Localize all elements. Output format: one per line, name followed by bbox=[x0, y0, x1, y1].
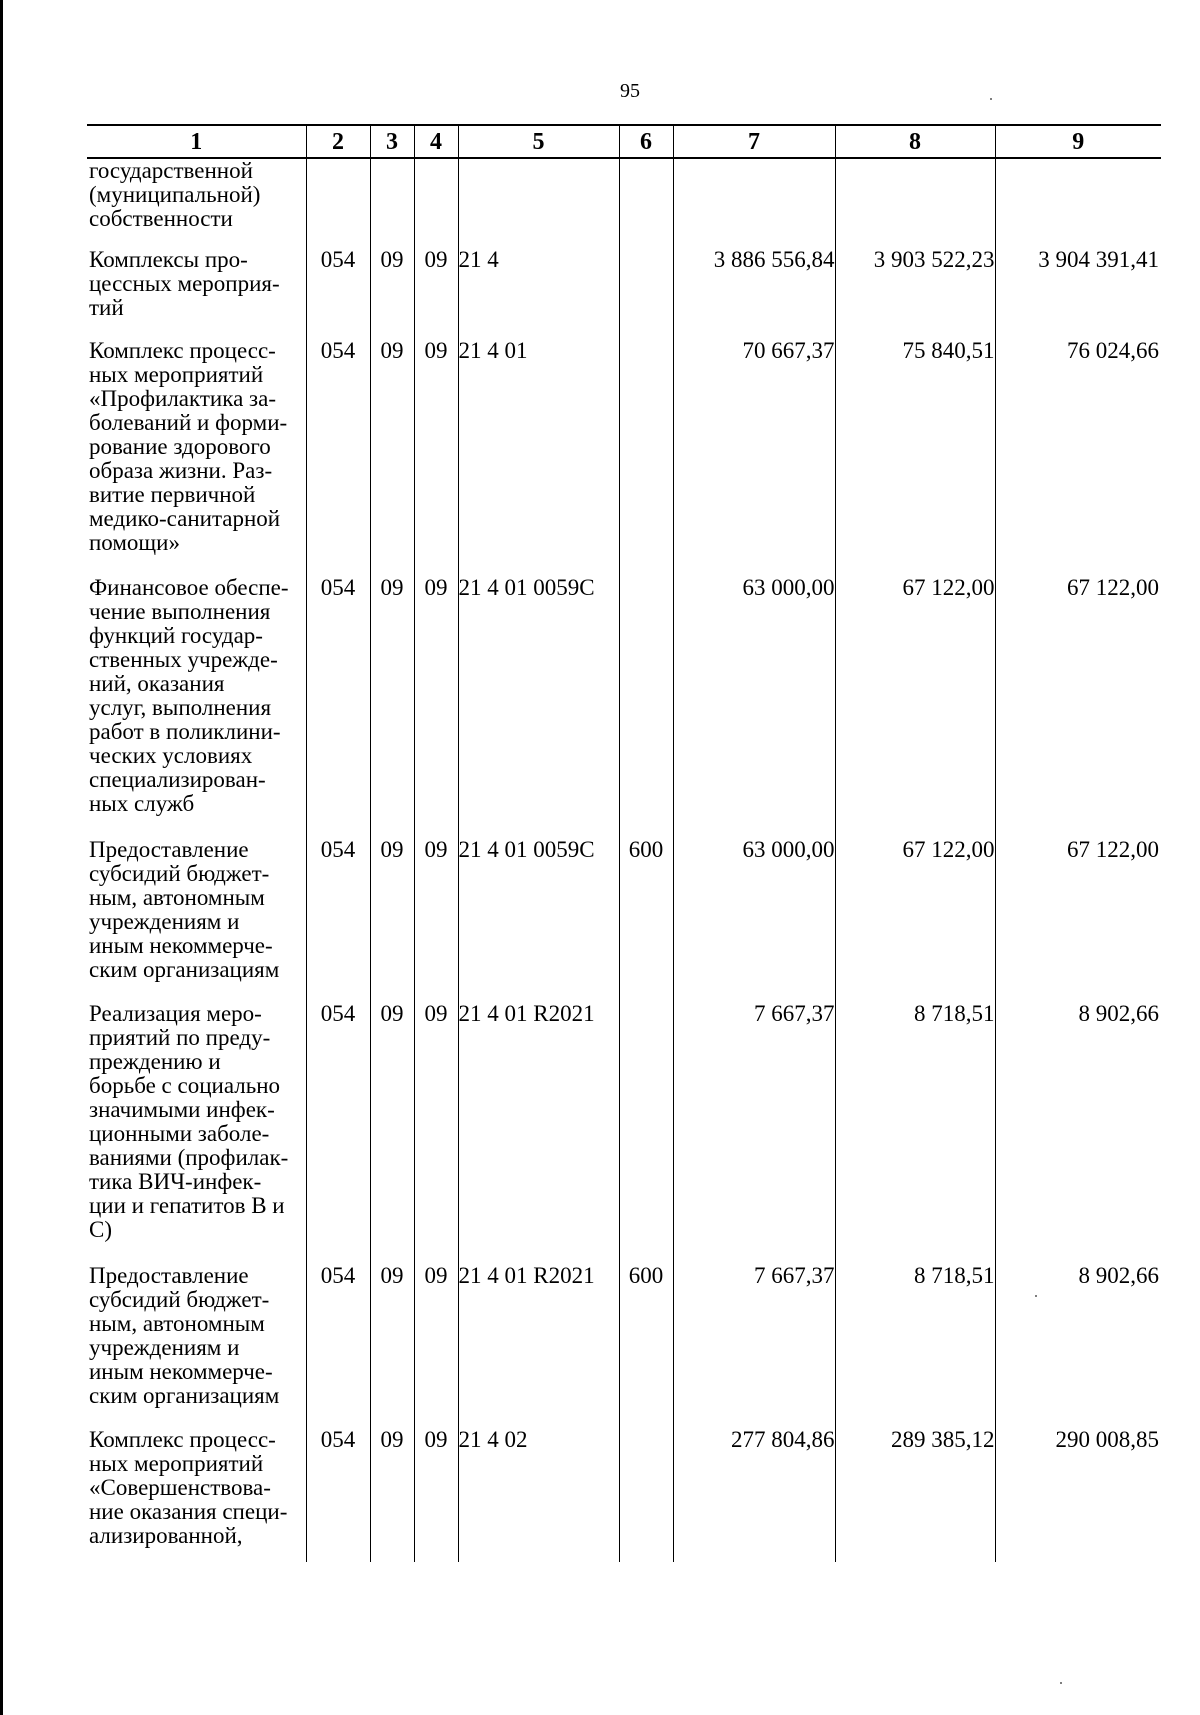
code-cell: 054 bbox=[306, 838, 370, 1002]
code-cell bbox=[414, 158, 458, 248]
code-cell: 21 4 bbox=[458, 248, 619, 339]
code-cell: 09 bbox=[414, 339, 458, 576]
column-header: 4 bbox=[414, 125, 458, 158]
amount-cell: 7 667,37 bbox=[673, 1264, 835, 1428]
amount-cell: 3 886 556,84 bbox=[673, 248, 835, 339]
amount-cell: 67 122,00 bbox=[835, 576, 995, 838]
amount-cell: 67 122,00 bbox=[995, 576, 1161, 838]
amount-cell: 63 000,00 bbox=[673, 838, 835, 1002]
amount-cell bbox=[673, 158, 835, 248]
row-name-cell bbox=[87, 248, 306, 339]
amount-cell: 75 840,51 bbox=[835, 339, 995, 576]
code-cell: 09 bbox=[414, 1002, 458, 1264]
amount-cell: 3 904 391,41 bbox=[995, 248, 1161, 339]
code-cell: 21 4 01 bbox=[458, 339, 619, 576]
page-number: 95 bbox=[620, 80, 640, 102]
code-cell: 054 bbox=[306, 339, 370, 576]
code-cell: 09 bbox=[414, 248, 458, 339]
row-name: Комплекс процесс- ных мероприятий «Совершенствова- ние оказания специ- ализированной, bbox=[89, 1427, 288, 1548]
amount-cell: 67 122,00 bbox=[995, 838, 1161, 1002]
code-cell: 09 bbox=[370, 576, 414, 838]
code-cell bbox=[306, 158, 370, 248]
amount-cell bbox=[995, 158, 1161, 248]
scan-speck bbox=[1060, 1682, 1062, 1684]
table-row bbox=[87, 339, 1161, 576]
code-cell: 054 bbox=[306, 248, 370, 339]
code-cell bbox=[619, 158, 673, 248]
code-cell bbox=[619, 576, 673, 838]
row-name: Комплексы про- цессных мероприя- тий bbox=[89, 247, 280, 320]
table-row bbox=[87, 248, 1161, 339]
table-header-row bbox=[87, 125, 1161, 158]
amount-cell: 7 667,37 bbox=[673, 1002, 835, 1264]
code-cell: 21 4 01 R2021 bbox=[458, 1264, 619, 1428]
row-name: Финансовое обеспе- чение выполнения функций государ- ственных учрежде- ний, оказания услуг, выполнения работ в поликлини- ческих условиях специализирован- ных служб bbox=[89, 575, 289, 816]
code-cell: 09 bbox=[370, 1002, 414, 1264]
code-cell bbox=[619, 1002, 673, 1264]
code-cell: 09 bbox=[370, 838, 414, 1002]
column-header: 3 bbox=[370, 125, 414, 158]
code-cell: 09 bbox=[414, 576, 458, 838]
code-cell: 09 bbox=[370, 339, 414, 576]
row-name: Комплекс процесс- ных мероприятий «Профилактика за- болеваний и форми- рование здорового образа жизни. Раз- витие первичной медико-санитарной помощи» bbox=[89, 338, 288, 555]
amount-cell: 63 000,00 bbox=[673, 576, 835, 838]
row-name-cell bbox=[87, 339, 306, 576]
code-cell: 21 4 01 0059С bbox=[458, 838, 619, 1002]
column-header: 2 bbox=[306, 125, 370, 158]
code-cell: 09 bbox=[370, 1264, 414, 1428]
code-cell: 600 bbox=[619, 838, 673, 1002]
row-name-cell bbox=[87, 1264, 306, 1428]
amount-cell bbox=[835, 158, 995, 248]
code-cell: 09 bbox=[414, 838, 458, 1002]
row-name-cell bbox=[87, 158, 306, 248]
code-cell bbox=[619, 1428, 673, 1562]
row-name-cell bbox=[87, 838, 306, 1002]
amount-cell: 8 718,51 bbox=[835, 1002, 995, 1264]
code-cell bbox=[370, 158, 414, 248]
code-cell: 09 bbox=[370, 248, 414, 339]
column-header: 5 bbox=[458, 125, 619, 158]
column-header: 6 bbox=[619, 125, 673, 158]
row-name-cell bbox=[87, 576, 306, 838]
row-name: государственной (муниципальной) собственности bbox=[89, 158, 261, 231]
column-header: 7 bbox=[673, 125, 835, 158]
code-cell: 21 4 01 0059С bbox=[458, 576, 619, 838]
row-name: Предоставление субсидий бюджет- ным, автономным учреждениям и иным некоммерче- ским организациям bbox=[89, 1263, 280, 1408]
row-name: Реализация меро- приятий по преду- преждению и борьбе с социально значимыми инфек- ционными заболе- ваниями (профилак- тика ВИЧ-инфек- ции и гепатитов В и С) bbox=[89, 1001, 289, 1242]
code-cell: 21 4 02 bbox=[458, 1428, 619, 1562]
row-name: Предоставление субсидий бюджет- ным, автономным учреждениям и иным некоммерче- ским организациям bbox=[89, 837, 280, 982]
table-row bbox=[87, 1264, 1161, 1428]
scan-left-edge bbox=[0, 0, 3, 1715]
amount-cell: 8 902,66 bbox=[995, 1264, 1161, 1428]
row-name-cell bbox=[87, 1428, 306, 1562]
amount-cell: 76 024,66 bbox=[995, 339, 1161, 576]
code-cell: 21 4 01 R2021 bbox=[458, 1002, 619, 1264]
code-cell: 600 bbox=[619, 1264, 673, 1428]
code-cell: 054 bbox=[306, 1428, 370, 1562]
table-row bbox=[87, 576, 1161, 838]
code-cell bbox=[458, 158, 619, 248]
column-header: 1 bbox=[87, 125, 306, 158]
row-name-cell bbox=[87, 1002, 306, 1264]
code-cell: 09 bbox=[414, 1264, 458, 1428]
table-row bbox=[87, 838, 1161, 1002]
table-row bbox=[87, 1002, 1161, 1264]
amount-cell: 277 804,86 bbox=[673, 1428, 835, 1562]
amount-cell: 289 385,12 bbox=[835, 1428, 995, 1562]
column-header: 9 bbox=[995, 125, 1161, 158]
amount-cell: 8 718,51 bbox=[835, 1264, 995, 1428]
column-header: 8 bbox=[835, 125, 995, 158]
code-cell: 09 bbox=[414, 1428, 458, 1562]
amount-cell: 8 902,66 bbox=[995, 1002, 1161, 1264]
amount-cell: 290 008,85 bbox=[995, 1428, 1161, 1562]
budget-table bbox=[87, 124, 1161, 1562]
amount-cell: 67 122,00 bbox=[835, 838, 995, 1002]
table-row bbox=[87, 1428, 1161, 1562]
amount-cell: 3 903 522,23 bbox=[835, 248, 995, 339]
code-cell: 054 bbox=[306, 576, 370, 838]
table-row bbox=[87, 158, 1161, 248]
code-cell: 054 bbox=[306, 1002, 370, 1264]
code-cell bbox=[619, 339, 673, 576]
amount-cell: 70 667,37 bbox=[673, 339, 835, 576]
code-cell: 09 bbox=[370, 1428, 414, 1562]
code-cell bbox=[619, 248, 673, 339]
code-cell: 054 bbox=[306, 1264, 370, 1428]
